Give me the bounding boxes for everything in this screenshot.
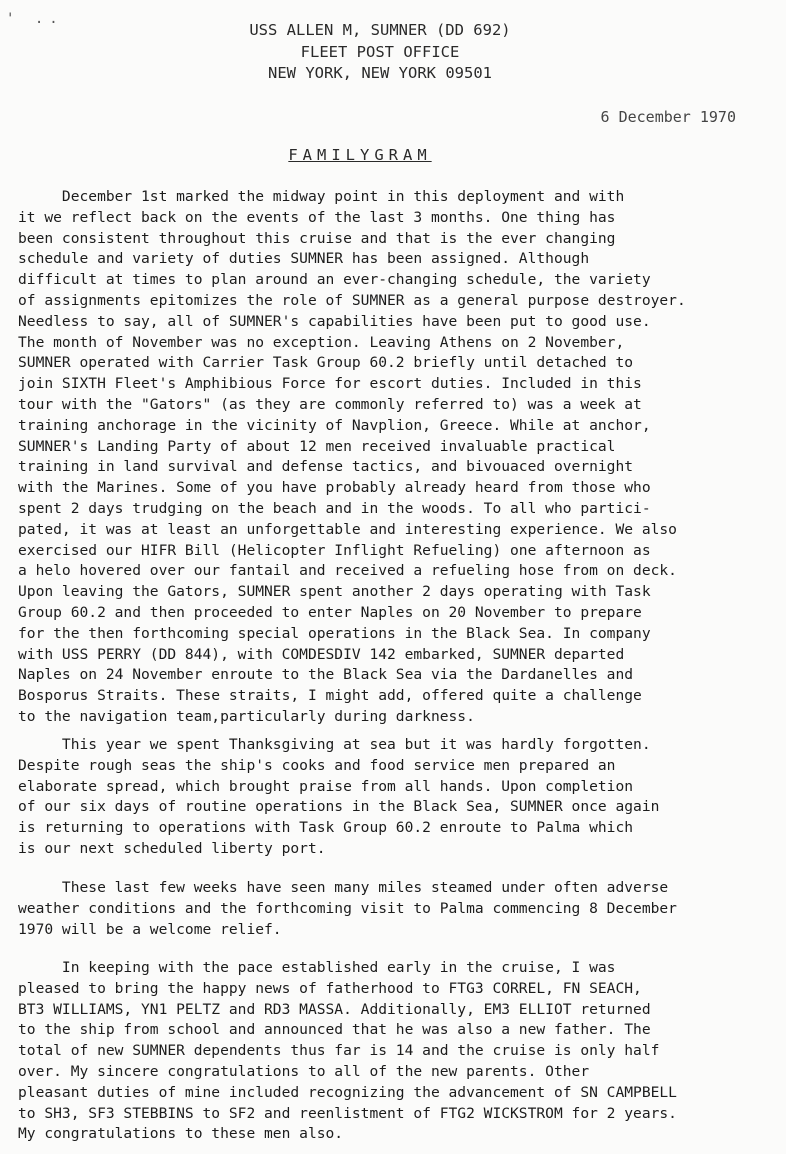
text-line: These last few weeks have seen many miles steamed under often adverse — [18, 879, 669, 896]
text-line: Naples on 24 November enroute to the Black Sea via the Dardanelles and — [18, 666, 634, 684]
text-line: is returning to operations with Task Group 60.2 enroute to Palma which — [18, 819, 634, 837]
text-line: pleased to bring the happy news of fatherhood to FTG3 CORREL, FN SEACH, — [18, 979, 642, 997]
text-line: This year we spent Thanksgiving at sea but it was hardly forgotten. — [18, 736, 651, 753]
text-line: of our six days of routine operations in the Black Sea, SUMNER once again — [18, 798, 660, 816]
text-line: over. My sincere congratulations to all of the new parents. Other — [18, 1062, 590, 1080]
text-line: total of new SUMNER dependents thus far is 14 and the cruise is only half — [18, 1042, 660, 1060]
text-line: Despite rough seas the ship's cooks and food service men prepared an — [18, 756, 616, 774]
text-line: Group 60.2 and then proceeded to enter Naples on 20 November to prepare — [18, 603, 642, 621]
letter-date: 6 December 1970 — [600, 108, 736, 126]
text-line: training in land survival and defense tactics, and bivouaced overnight — [18, 458, 634, 476]
text-line: for the then forthcoming special operations in the Black Sea. In company — [18, 624, 651, 642]
text-line: tour with the "Gators" (as they are commonly referred to) was a week at — [18, 395, 642, 413]
text-line: schedule and variety of duties SUMNER has been assigned. Although — [18, 250, 590, 268]
text-line: weather conditions and the forthcoming visit to Palma commencing 8 December — [18, 899, 677, 917]
text-line: pated, it was at least an unforgettable and interesting experience. We also — [18, 520, 677, 538]
text-line: to the ship from school and announced that he was also a new father. The — [18, 1021, 651, 1039]
text-line: 1970 will be a welcome relief. — [18, 920, 282, 938]
text-line: to SH3, SF3 STEBBINS to SF2 and reenlistment of FTG2 WICKSTROM for 2 years. — [18, 1104, 677, 1122]
paragraph-deployment — [18, 187, 782, 728]
text-line: to the navigation team,particularly during darkness. — [18, 707, 475, 725]
letterhead — [200, 20, 560, 85]
text-line: been consistent throughout this cruise and that is the ever changing — [18, 229, 616, 247]
text-line: In keeping with the pace established early in the cruise, I was — [18, 959, 616, 976]
letterhead-city: NEW YORK, NEW YORK 09501 — [268, 64, 492, 82]
text-line: December 1st marked the midway point in this deployment and with — [18, 188, 625, 205]
text-line: spent 2 days trudging on the beach and in the woods. To all who partici- — [18, 499, 651, 517]
text-line: SUMNER operated with Carrier Task Group 60.2 briefly until detached to — [18, 354, 634, 372]
text-line: elaborate spread, which brought praise from all hands. Upon completion — [18, 777, 634, 795]
text-line: My congratulations to these men also. — [18, 1125, 344, 1143]
text-line: with USS PERRY (DD 844), with COMDESDIV 142 embarked, SUMNER departed — [18, 645, 625, 663]
text-line: a helo hovered over our fantail and received a refueling hose from on deck. — [18, 562, 677, 580]
text-line: difficult at times to plan around an ever-changing schedule, the variety — [18, 271, 651, 289]
text-line: Upon leaving the Gators, SUMNER spent another 2 days operating with Task — [18, 583, 651, 601]
text-line: it we reflect back on the events of the last 3 months. One thing has — [18, 208, 616, 226]
letterhead-post-office: FLEET POST OFFICE — [300, 42, 460, 61]
text-line: Needless to say, all of SUMNER's capabilities have been put to good use. — [18, 312, 651, 330]
paragraph-thanksgiving — [18, 735, 782, 860]
paragraph-weather — [18, 878, 782, 940]
document-title: FAMILYGRAM — [288, 146, 432, 164]
text-line: is our next scheduled liberty port. — [18, 839, 326, 857]
text-line: exercised our HIFR Bill (Helicopter Inflight Refueling) one afternoon as — [18, 541, 651, 559]
scan-specks: ' .. — [6, 11, 64, 27]
paragraph-fatherhood — [18, 958, 782, 1145]
text-line: join SIXTH Fleet's Amphibious Force for escort duties. Included in this — [18, 375, 642, 393]
letterhead-ship-name: USS ALLEN M, SUMNER (DD 692) — [249, 21, 511, 39]
text-line: The month of November was no exception. Leaving Athens on 2 November, — [18, 333, 625, 351]
text-line: of assignments epitomizes the role of SUMNER as a general purpose destroyer. — [18, 291, 686, 309]
text-line: training anchorage in the vicinity of Navplion, Greece. While at anchor, — [18, 416, 651, 434]
text-line: pleasant duties of mine included recognizing the advancement of SN CAMPBELL — [18, 1083, 677, 1101]
text-line: SUMNER's Landing Party of about 12 men received invaluable practical — [18, 437, 616, 455]
text-line: Bosporus Straits. These straits, I might add, offered quite a challenge — [18, 687, 642, 705]
text-line: with the Marines. Some of you have probably already heard from those who — [18, 479, 651, 497]
text-line: BT3 WILLIAMS, YN1 PELTZ and RD3 MASSA. Additionally, EM3 ELLIOT returned — [18, 1000, 651, 1018]
